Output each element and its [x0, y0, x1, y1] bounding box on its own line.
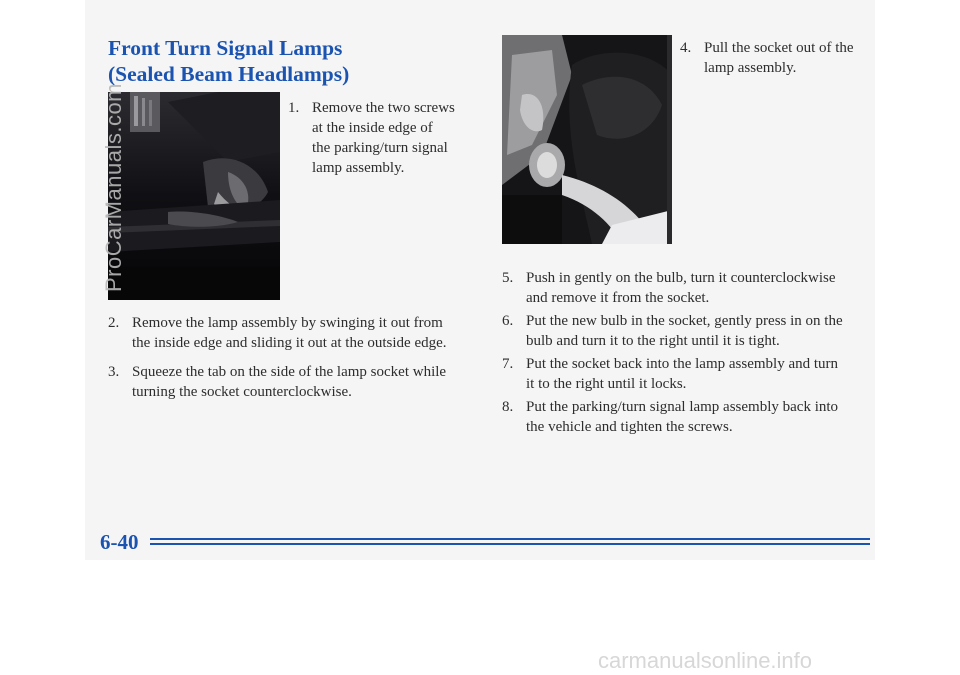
side-watermark: ProCarManuals.com — [101, 82, 126, 292]
step-text-line: Remove the two screws — [312, 100, 455, 116]
step-text-line: Remove the lamp assembly by swinging it out from — [132, 315, 443, 331]
photo-pull-socket — [502, 35, 672, 244]
step-text-line: it to the right until it locks. — [526, 376, 687, 392]
step-2 — [108, 313, 488, 353]
footer-rule-line — [150, 538, 870, 540]
page-number: 6-40 — [100, 530, 139, 554]
step-number: 4. — [680, 40, 692, 56]
step-number: 1. — [288, 100, 300, 116]
step-text-line: bulb and turn it to the right until it is tight. — [526, 333, 780, 349]
section-title-line-2: (Sealed Beam Headlamps) — [108, 62, 350, 86]
step-8 — [502, 397, 874, 437]
step-text-line: the vehicle and tighten the screws. — [526, 419, 733, 435]
section-title — [108, 35, 349, 87]
step-number: 8. — [502, 399, 514, 415]
step-text-line: Put the socket back into the lamp assembly and turn — [526, 356, 839, 372]
step-5 — [502, 268, 874, 308]
bottom-watermark: carmanualsonline.info — [598, 648, 813, 673]
photo-lamp-screws — [108, 92, 280, 300]
step-number: 5. — [502, 270, 514, 286]
step-text-line: the parking/turn signal — [312, 140, 448, 156]
step-3 — [108, 362, 488, 402]
step-text-line: lamp assembly. — [704, 60, 797, 76]
step-text-line: Push in gently on the bulb, turn it counterclockwise — [526, 270, 836, 286]
step-text-line: the inside edge and sliding it out at the outside edge. — [132, 335, 447, 351]
section-title-line-1: Front Turn Signal Lamps — [108, 36, 343, 60]
step-text-line: Squeeze the tab on the side of the lamp socket while — [132, 364, 447, 380]
step-text-line: turning the socket counterclockwise. — [132, 384, 352, 400]
step-6 — [502, 311, 874, 351]
step-number: 7. — [502, 356, 514, 372]
footer-rule — [150, 538, 870, 547]
step-text-line: Put the parking/turn signal lamp assembly back into — [526, 399, 839, 415]
step-text-line: Put the new bulb in the socket, gently press in on the — [526, 313, 843, 329]
step-text-line: Pull the socket out of the — [704, 40, 854, 56]
footer-rule-line — [150, 543, 870, 545]
step-7 — [502, 354, 874, 394]
step-text-line: lamp assembly. — [312, 160, 405, 176]
step-number: 3. — [108, 364, 120, 380]
step-number: 2. — [108, 315, 120, 331]
step-text-line: at the inside edge of — [312, 120, 433, 136]
step-4 — [680, 38, 875, 78]
step-1 — [288, 98, 488, 178]
step-text-line: and remove it from the socket. — [526, 290, 710, 306]
step-number: 6. — [502, 313, 514, 329]
